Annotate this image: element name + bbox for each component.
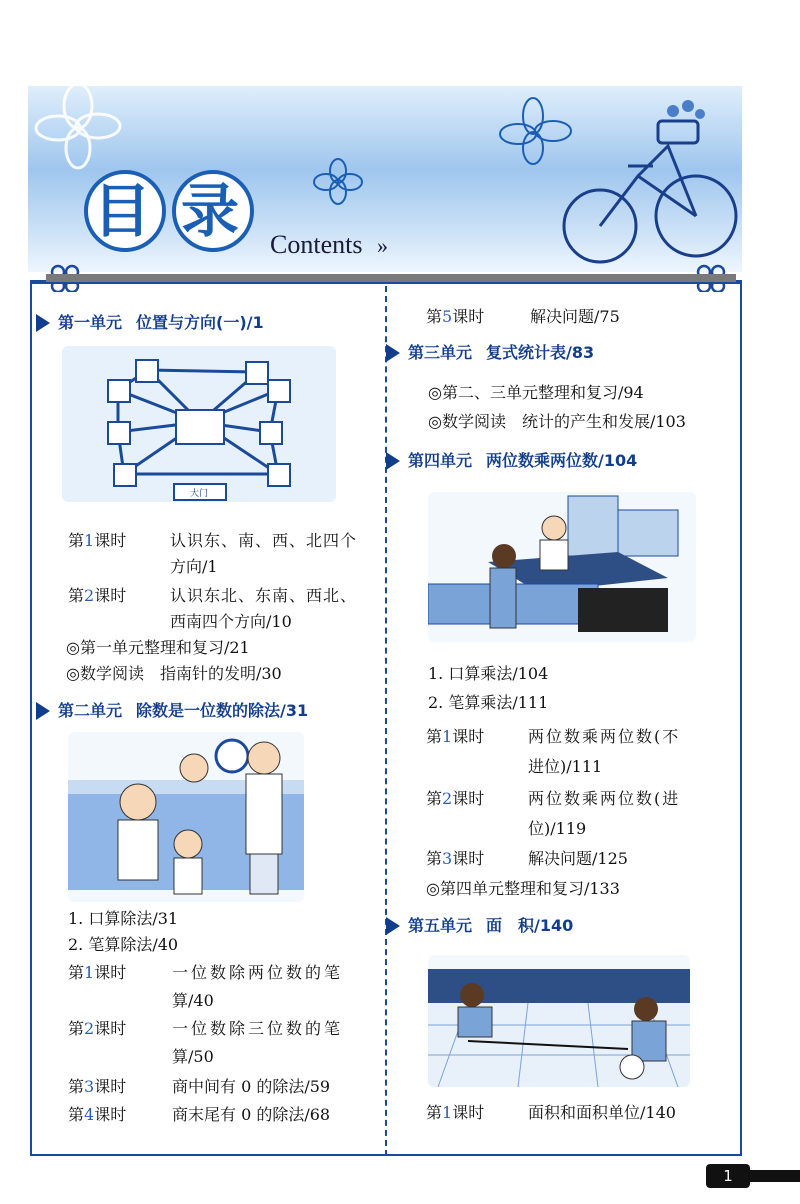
unit-2-lesson-2-cont: 算/50	[172, 1047, 214, 1066]
unit-2-item-1[interactable]: 1. 口算除法/31	[68, 909, 179, 928]
lesson-title: 面积和面积单位/140	[528, 1103, 676, 1122]
contents-subtitle	[270, 230, 388, 260]
unit-4-lesson-3[interactable]	[426, 848, 628, 870]
unit-4-lesson-1-cont: 进位)/111	[528, 757, 603, 776]
lesson-prefix: 第	[68, 1105, 85, 1124]
lesson-suffix: 课时	[94, 531, 127, 550]
unit-1-lesson-1-cont: 方向/1	[170, 557, 218, 576]
lesson-num: 2	[84, 586, 95, 605]
unit-4-item-1[interactable]: 1. 口算乘法/104	[428, 664, 549, 683]
lesson-suffix: 课时	[452, 849, 485, 868]
lesson-suffix: 课时	[94, 963, 127, 982]
bicycle-icon	[564, 121, 736, 262]
lesson-title: 认识东北、东南、西北、	[170, 586, 358, 605]
subtitle-text: Contents	[270, 230, 363, 259]
page-number-tab	[750, 1170, 800, 1182]
page-number: 1	[706, 1164, 750, 1188]
unit-4-lesson-2-cont: 位)/119	[528, 819, 587, 838]
unit-2-title: 除数是一位数的除法/31	[136, 701, 309, 720]
unit-4-item-2[interactable]: 2. 笔算乘法/111	[428, 693, 549, 712]
unit-2-lesson-3[interactable]	[68, 1076, 331, 1098]
lesson-title: 两位数乘两位数(不	[528, 727, 681, 746]
map-gate-label: 大门	[190, 489, 209, 499]
lesson-prefix: 第	[68, 963, 85, 982]
lesson-suffix: 课时	[452, 1103, 485, 1122]
unit-2-heading[interactable]	[36, 698, 308, 724]
lesson-prefix: 第	[426, 727, 443, 746]
unit-3-review[interactable]: ◎第二、三单元整理和复习/94	[428, 383, 644, 402]
lesson-prefix: 第	[68, 531, 85, 550]
lesson-num: 3	[442, 849, 453, 868]
lesson-prefix: 第	[68, 1077, 85, 1096]
unit-2-item-2[interactable]: 2. 笔算除法/40	[68, 935, 179, 954]
unit-5-label: 第五单元	[408, 916, 473, 935]
lesson-prefix: 第	[68, 1019, 85, 1038]
lesson-prefix: 第	[426, 307, 443, 326]
lesson-suffix: 课时	[94, 1077, 127, 1096]
lesson-title: 解决问题/75	[530, 307, 620, 326]
unit-3-title: 复式统计表/83	[486, 343, 595, 362]
lesson-num: 1	[442, 727, 453, 746]
lesson-prefix: 第	[426, 1103, 443, 1122]
lesson-num: 2	[84, 1019, 95, 1038]
unit-1-reading[interactable]: ◎数学阅读 指南针的发明/30	[66, 664, 282, 683]
lesson-suffix: 课时	[94, 586, 127, 605]
lesson-suffix: 课时	[452, 789, 485, 808]
lesson-suffix: 课时	[452, 307, 485, 326]
lesson-num: 1	[84, 963, 95, 982]
lesson-num: 2	[442, 789, 453, 808]
unit-2-lesson-4[interactable]	[68, 1104, 331, 1126]
unit-4-title: 两位数乘两位数/104	[486, 451, 638, 470]
lesson-num: 3	[84, 1077, 95, 1096]
lesson-num: 5	[442, 307, 453, 326]
unit-2-illustration	[68, 732, 304, 902]
title-char-2: 录	[172, 170, 254, 252]
unit-3-heading[interactable]	[386, 340, 594, 366]
unit-1-lesson-2-cont: 西南四个方向/10	[170, 612, 292, 631]
lesson-title: 商末尾有 0 的除法/68	[172, 1105, 331, 1124]
unit-1-lesson-1[interactable]	[68, 530, 358, 552]
lesson-title: 一位数除两位数的笔	[172, 963, 344, 982]
unit-4-illustration	[428, 492, 696, 642]
unit-3-label: 第三单元	[408, 343, 473, 362]
lesson-title: 一位数除三位数的笔	[172, 1019, 344, 1038]
unit-3-reading[interactable]: ◎数学阅读 统计的产生和发展/103	[428, 412, 686, 431]
lesson-suffix: 课时	[94, 1105, 127, 1124]
unit-2-label: 第二单元	[58, 701, 123, 720]
lesson-title: 商中间有 0 的除法/59	[172, 1077, 331, 1096]
unit-1-heading[interactable]	[36, 310, 264, 336]
unit-4-label: 第四单元	[408, 451, 473, 470]
lesson-num: 4	[84, 1105, 95, 1124]
title-char-1: 目	[84, 170, 166, 252]
lesson-prefix: 第	[426, 789, 443, 808]
lesson-prefix: 第	[68, 586, 85, 605]
lesson-num: 1	[84, 531, 95, 550]
unit-2-lesson-1[interactable]	[68, 962, 344, 984]
unit-4-lesson-2[interactable]	[426, 788, 681, 810]
unit-1-label: 第一单元	[58, 313, 123, 332]
unit-2-lesson-1-cont: 算/40	[172, 991, 214, 1010]
unit-2-lesson-5[interactable]	[426, 306, 620, 328]
unit-5-lesson-1[interactable]	[426, 1102, 676, 1124]
unit-2-lesson-2[interactable]	[68, 1018, 344, 1040]
lesson-title: 认识东、南、西、北四个	[170, 531, 358, 550]
unit-1-illustration	[62, 346, 336, 502]
unit-4-review[interactable]: ◎第四单元整理和复习/133	[426, 879, 620, 898]
column-divider	[385, 286, 387, 1156]
lesson-num: 1	[442, 1103, 453, 1122]
subtitle-arrows: »	[376, 233, 388, 258]
lesson-suffix: 课时	[94, 1019, 127, 1038]
lesson-title: 两位数乘两位数(进	[528, 789, 681, 808]
lesson-suffix: 课时	[452, 727, 485, 746]
lesson-prefix: 第	[426, 849, 443, 868]
unit-1-review[interactable]: ◎第一单元整理和复习/21	[66, 638, 250, 657]
unit-4-lesson-1[interactable]	[426, 726, 681, 748]
page-title	[84, 170, 260, 252]
unit-5-title: 面 积/140	[486, 916, 574, 935]
binder-rings	[0, 262, 800, 292]
unit-5-heading[interactable]	[386, 913, 573, 939]
lesson-title: 解决问题/125	[528, 849, 628, 868]
unit-1-title: 位置与方向(一)/1	[136, 313, 264, 332]
unit-4-heading[interactable]	[386, 448, 637, 474]
unit-1-lesson-2[interactable]	[68, 585, 358, 607]
unit-5-illustration	[428, 955, 690, 1087]
